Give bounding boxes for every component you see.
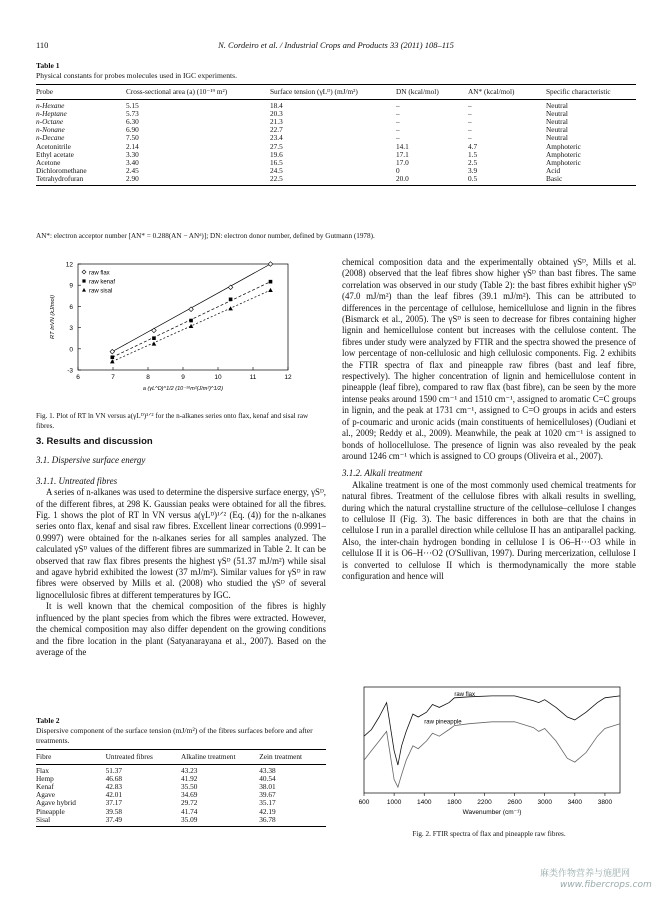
table-cell: 42.19 bbox=[259, 806, 276, 816]
figure2-chart bbox=[352, 683, 624, 823]
column-header: Alkaline treatment bbox=[181, 750, 259, 765]
y-axis-label: RT lnVN (kJ/mol) bbox=[50, 294, 56, 340]
column-header: Zein treatment bbox=[259, 750, 326, 765]
data-point bbox=[229, 298, 233, 302]
table-cell: Neutral bbox=[546, 101, 568, 111]
table-cell: – bbox=[396, 101, 400, 111]
table-cell: 41.74 bbox=[180, 806, 198, 816]
section3-heading: 3. Results and discussion bbox=[36, 436, 153, 447]
table-cell: 6.30 bbox=[126, 117, 139, 127]
table-cell: 27.5 bbox=[270, 141, 283, 151]
table-cell: 17.0 bbox=[396, 157, 409, 167]
figure1-caption: Fig. 1. Plot of RT ln VN versus a(γLᴰ)¹ᐟ² for the n-alkanes series onto flax, kenaf and sisal raw fibres. bbox=[36, 412, 309, 430]
table-cell: – bbox=[396, 117, 400, 127]
data-point bbox=[228, 306, 233, 310]
x-tick-label: 1400 bbox=[417, 799, 432, 806]
table-cell: 42.01 bbox=[105, 790, 123, 800]
column-header: Surface tension (γLᴰ) (mJ/m²) bbox=[270, 85, 396, 100]
table1-caption-block bbox=[36, 61, 636, 81]
legend-label: raw sisal bbox=[89, 288, 113, 295]
table-cell: 3.9 bbox=[468, 165, 478, 175]
table-cell: 22.5 bbox=[270, 175, 396, 186]
x-tick-label: 3400 bbox=[567, 799, 583, 806]
table-cell: 40.54 bbox=[259, 774, 276, 784]
table-cell: Pineapple bbox=[36, 806, 65, 816]
table-cell: 20.0 bbox=[396, 175, 468, 186]
table-cell: Sisal bbox=[36, 816, 106, 827]
table-cell: 51.37 bbox=[105, 766, 123, 776]
table2-caption-block bbox=[36, 716, 326, 746]
table-cell: Neutral bbox=[546, 133, 568, 143]
y-tick-label: 6 bbox=[69, 303, 73, 311]
table-cell: 0.5 bbox=[468, 175, 546, 186]
data-point bbox=[189, 307, 194, 312]
paragraph-composition: chemical composition data and the experimentally obtained γSᴰ, Mills et al. (2008) observed that the leaf fibres show higher γSᴰ than bast fibres. The same correlation was observed in our study (Table 2): the bast fibres exhibit higher γSᴰ (47.0 mJ/m²) than the leaf fibres (39.1 mJ/m²). This can be attributed to differences in the percentage of cellulose, hemicellulose and lignin in the fibres (Bismarck et al., 2005). The γSᴰ is seen to decrease for fibres containing higher lignin and hemicellulose content but increases with the cellulose content. The fibres under study were analyzed by FTIR and the spectra showed the presence of low percentage of non-cellulosic and high cellulosic components. Fig. 2 exhibits the FTIR spectra of flax and pineapple raw fibres (bast and leaf fibre, respectively). The higher concentration of lignin and hemicellulose content in pineapple (leaf fibre), compared to raw flax (bast fibre), can be seen by the more intense peaks around 1590 cm⁻¹ and 1510 cm⁻¹, assigned to aromatic C=C groups in lignin, and the peak at 1731 cm⁻¹, assigned to C=O groups in acids and esters of p-coumaric and uronic acids (main constituents of hemicelluloses) (Oudiani et al., 2009; Reddy et al., 2009). Meanwhile, the peak at 1020 cm⁻¹ is assigned to bonds of hollocellulose. The presence of lignin was also revealed by the peak around 1246 cm⁻¹ which is assigned to CO groups (Oliveira et al., 2007). bbox=[342, 257, 636, 461]
table-cell: 2.90 bbox=[126, 175, 270, 186]
table-cell: 2.5 bbox=[468, 157, 478, 167]
y-tick-label: 12 bbox=[65, 261, 73, 269]
figure1-chart bbox=[36, 258, 326, 408]
table-cell: – bbox=[396, 125, 400, 135]
column-header: Probe bbox=[36, 85, 126, 100]
subsection-3-1: 3.1. Dispersive surface energy bbox=[36, 455, 146, 466]
table-cell: – bbox=[468, 125, 472, 135]
page-number: 110 bbox=[36, 40, 49, 50]
table-cell: 21.3 bbox=[270, 117, 283, 127]
table-cell: n-Hexane bbox=[36, 101, 65, 111]
table-cell: Neutral bbox=[546, 109, 568, 119]
table-cell: Acid bbox=[546, 165, 561, 175]
table-cell: 22.7 bbox=[270, 125, 283, 135]
table-cell: 5.15 bbox=[126, 101, 139, 111]
x-tick-label: 2200 bbox=[477, 799, 492, 806]
data-point bbox=[110, 359, 115, 363]
table1-caption: Physical constants for probes molecules used in IGC experiments. bbox=[36, 71, 237, 80]
table-cell: Amphoteric bbox=[546, 149, 581, 159]
paragraph-untreated-1: A series of n-alkanes was used to determine the dispersive surface energy, γSᴰ, of the different fibres, at 298 K. Gaussian peaks were obtained for all the fibres. Fig. 1 shows the plot of RT ln VN versus a(γLᴰ)¹ᐟ² (Eq. (4)) for the n-alkanes series onto flax, kenaf and sisal raw fibres. Excellent linear corrections (0.9991–0.9997) were obtained for the n-alkanes series for all samples analyzed. The calculated γSᴰ values of the different fibres are summarized in Table 2. It can be observed that raw flax fibres presents the highest γSᴰ (51.37 mJ/m²) while sisal and agave hybrid exhibited the lowest (37 mJ/m²). Similar values for γSᴰ in raw fibres were observed by Mills et al. (2008) who studied the γSᴰ of several lignocellulosic fibres at different temperatures by IGC. bbox=[36, 487, 326, 600]
column-header: Specific characteristic bbox=[546, 85, 636, 100]
table-cell: 7.50 bbox=[126, 133, 139, 143]
legend-label: raw kenaf bbox=[89, 279, 116, 286]
y-tick-label: 9 bbox=[69, 282, 73, 290]
column-header: Cross-sectional area (a) (10⁻¹⁹ m²) bbox=[126, 85, 270, 100]
y-tick-label: -3 bbox=[67, 367, 73, 375]
x-axis-label: Wavenumber (cm⁻¹) bbox=[462, 809, 522, 816]
data-point bbox=[228, 285, 233, 290]
table-cell: Acetonitrile bbox=[36, 141, 71, 151]
table-cell: 0 bbox=[396, 165, 400, 175]
table-cell: 2.14 bbox=[126, 141, 139, 151]
legend-marker bbox=[82, 288, 86, 292]
table-cell: Tetrahydrofuran bbox=[36, 175, 126, 186]
table-cell: – bbox=[468, 101, 472, 111]
column-header: Untreated fibres bbox=[106, 750, 181, 765]
paragraph-alkali: Alkaline treatment is one of the most commonly used chemical treatments for natural fibres. Treatment of the cellulose fibres with alkali results in swelling, during which the natural crystalline structure of the cellulose–cellulose I changes to cellulose II (Fig. 3). The basic differences in both are that the chains in cellulose I run in a parallel direction while cellulose II has an antiparallel packing. Also, the inter-chain hydrogen bonding in cellulose I is O6–H···O3 while in cellulose II it is O6–H···O2 (O'Sullivan, 1997). During mercerization, cellulose I is converted to cellulose II which is thermodynamically the more stable configuration and hence will bbox=[342, 479, 636, 581]
table-cell: Amphoteric bbox=[546, 157, 581, 167]
table1-label: Table 1 bbox=[36, 61, 60, 70]
table-cell: 5.73 bbox=[126, 109, 139, 119]
data-point bbox=[189, 319, 193, 323]
table-cell: 42.83 bbox=[105, 782, 123, 792]
x-tick-label: 8 bbox=[146, 374, 150, 381]
left-column bbox=[36, 436, 326, 658]
table-cell: 43.38 bbox=[259, 766, 276, 776]
table-cell: Neutral bbox=[546, 117, 568, 127]
table-cell: 17.1 bbox=[396, 149, 409, 159]
table-cell: 38.01 bbox=[259, 782, 276, 792]
data-point bbox=[269, 280, 273, 284]
y-tick-label: 0 bbox=[69, 346, 73, 354]
data-point bbox=[152, 336, 156, 340]
table-cell: – bbox=[468, 109, 472, 119]
x-tick-label: 3000 bbox=[537, 799, 552, 806]
table-cell: n-Octane bbox=[36, 117, 64, 127]
table-cell: 36.78 bbox=[259, 816, 326, 827]
table-cell: – bbox=[396, 109, 400, 119]
table-row bbox=[36, 816, 326, 827]
x-tick-label: 1800 bbox=[447, 799, 462, 806]
table-cell: 4.7 bbox=[468, 141, 478, 151]
table-cell: Dichloromethane bbox=[36, 165, 87, 175]
y-tick-label: 3 bbox=[69, 325, 73, 333]
x-axis-label: a (γL^D)^1/2 (10⁻¹⁶m²(J/m²)^1/2) bbox=[142, 386, 224, 392]
x-tick-label: 11 bbox=[249, 374, 257, 381]
data-point bbox=[110, 349, 115, 354]
table-cell: 6.90 bbox=[126, 125, 139, 135]
table-cell: 34.69 bbox=[180, 790, 198, 800]
x-tick-label: 1000 bbox=[386, 799, 402, 806]
data-point bbox=[268, 288, 273, 292]
spectrum-label: raw pineapple bbox=[424, 719, 462, 726]
table2 bbox=[36, 749, 326, 827]
watermark-cn: 麻类作物营养与施肥网 bbox=[540, 869, 631, 879]
table-cell: 16.5 bbox=[270, 157, 283, 167]
x-tick-label: 2600 bbox=[507, 799, 522, 806]
table-cell: Ethyl acetate bbox=[36, 149, 74, 159]
table-cell: Acetone bbox=[36, 157, 61, 167]
table-cell: n-Nonane bbox=[36, 125, 65, 135]
paragraph-untreated-2: It is well known that the chemical composition of the fibres is highly influenced by the plant species from which the fibres were extracted. However, the chemical composition may also differ dependent on the growing conditions and the fibre location in the plant (Satyanarayana et al., 2007). Based on the average of the bbox=[36, 601, 326, 657]
table2-caption: Dispersive component of the surface tension (mJ/m²) of the fibres surfaces before and after treatments. bbox=[36, 726, 313, 745]
table-cell: 46.68 bbox=[105, 774, 123, 784]
table1 bbox=[36, 84, 636, 186]
table-cell: 3.40 bbox=[126, 157, 139, 167]
table-cell: n-Decane bbox=[36, 133, 65, 143]
table-cell: – bbox=[396, 133, 400, 143]
table-cell: 20.3 bbox=[270, 109, 283, 119]
table2-label: Table 2 bbox=[36, 716, 60, 725]
table-cell: 1.5 bbox=[468, 149, 478, 159]
table-row bbox=[36, 175, 636, 186]
x-tick-label: 600 bbox=[358, 799, 370, 806]
legend-label: raw flax bbox=[89, 270, 110, 277]
table-cell: 41.92 bbox=[180, 774, 198, 784]
table-cell: 37.49 bbox=[106, 816, 181, 827]
table1-footnote: AN*: electron acceptor number [AN* = 0.288(AN − ANᵈ)]; DN: electron donor number, defined by Gutmann (1978). bbox=[36, 232, 375, 240]
data-point bbox=[189, 324, 194, 328]
table-cell: Flax bbox=[36, 766, 49, 776]
table-cell: 24.5 bbox=[270, 165, 283, 175]
spectrum-label: raw flax bbox=[454, 691, 476, 698]
journal-citation: N. Cordeiro et al. / Industrial Crops and Products 33 (2011) 108–115 bbox=[218, 40, 454, 50]
table-cell: 2.45 bbox=[126, 165, 139, 175]
x-tick-label: 10 bbox=[214, 374, 222, 381]
table-cell: Amphoteric bbox=[546, 141, 581, 151]
plot-frame bbox=[364, 687, 620, 793]
table-cell: 35.09 bbox=[181, 816, 259, 827]
table-cell: Hemp bbox=[36, 774, 54, 784]
right-column bbox=[342, 257, 636, 582]
spectrum-line-0 bbox=[364, 696, 620, 765]
table-cell: 29.72 bbox=[180, 798, 198, 808]
table-cell: – bbox=[468, 133, 472, 143]
table-cell: Kenaf bbox=[36, 782, 54, 792]
table-cell: 35.50 bbox=[180, 782, 198, 792]
data-point bbox=[111, 355, 115, 359]
table-cell: Agave bbox=[36, 790, 56, 800]
table-cell: Basic bbox=[546, 175, 636, 186]
data-point bbox=[152, 328, 157, 333]
watermark-url: www.fibercrops.com bbox=[560, 880, 652, 890]
column-header: AN* (kcal/mol) bbox=[468, 85, 546, 100]
table-cell: – bbox=[468, 117, 472, 127]
legend-marker bbox=[82, 270, 86, 274]
subsection-3-1-2: 3.1.2. Alkali treatment bbox=[342, 468, 423, 479]
subsection-3-1-1: 3.1.1. Untreated fibres bbox=[36, 475, 118, 486]
table-cell: Agave hybrid bbox=[36, 798, 76, 808]
data-point bbox=[152, 342, 157, 346]
table-cell: 23.4 bbox=[270, 133, 283, 143]
figure2-caption: Fig. 2. FTIR spectra of flax and pineapple raw fibres. bbox=[412, 830, 566, 838]
spectrum-line-1 bbox=[364, 719, 620, 787]
column-header: DN (kcal/mol) bbox=[396, 85, 468, 100]
x-tick-label: 7 bbox=[111, 374, 115, 381]
x-tick-label: 3800 bbox=[597, 799, 613, 806]
column-header: Fibre bbox=[36, 750, 106, 765]
x-tick-label: 12 bbox=[284, 374, 292, 381]
table-cell: 19.6 bbox=[270, 149, 283, 159]
table-cell: 37.17 bbox=[105, 798, 123, 808]
table-cell: 39.58 bbox=[105, 806, 123, 816]
legend-marker bbox=[82, 279, 85, 282]
table-cell: Neutral bbox=[546, 125, 568, 135]
table-cell: n-Heptane bbox=[36, 109, 67, 119]
x-tick-label: 9 bbox=[181, 374, 185, 381]
x-tick-label: 6 bbox=[76, 374, 80, 381]
table-cell: 39.67 bbox=[259, 790, 276, 800]
table-cell: 18.4 bbox=[270, 101, 283, 111]
table-cell: 14.1 bbox=[396, 141, 409, 151]
data-point bbox=[268, 262, 273, 267]
table-cell: 3.30 bbox=[126, 149, 139, 159]
table-cell: 35.17 bbox=[259, 798, 276, 808]
table-cell: 43.23 bbox=[180, 766, 198, 776]
